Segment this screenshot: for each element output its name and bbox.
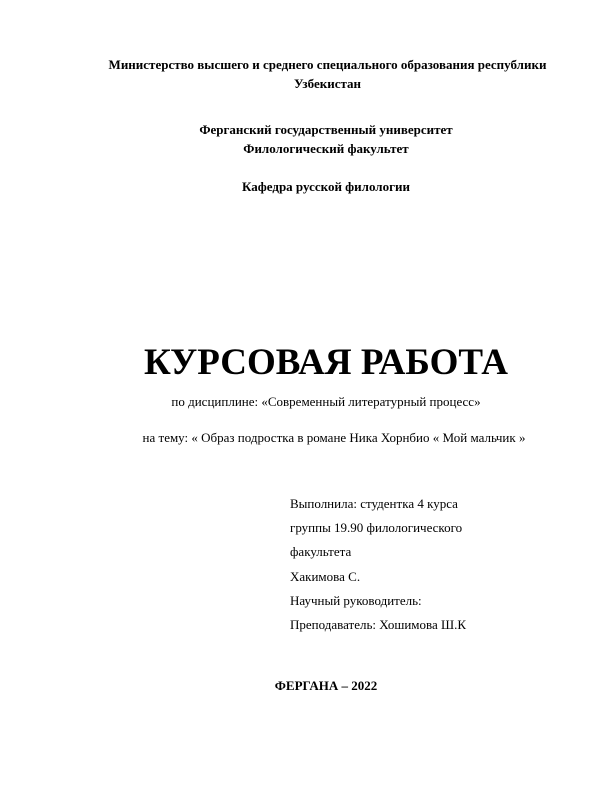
supervisor-name: Преподаватель: Хошимова Ш.К	[290, 617, 467, 632]
author-info-line-2: группы 19.90 филологического	[290, 520, 463, 535]
discipline-line: по дисциплине: «Современный литературный процесс»	[171, 394, 481, 409]
topic-line: на тему: « Образ подростка в романе Ника Хорнбио « Мой мальчик »	[142, 430, 526, 445]
supervisor-label: Научный руководитель:	[290, 593, 422, 608]
author-name: Хакимова С.	[290, 569, 361, 584]
ministry-line-1: Министерство высшего и среднего специального образования республики	[108, 57, 547, 72]
university-name: Ферганский государственный университет	[199, 122, 453, 137]
ministry-line-2: Узбекистан	[293, 76, 362, 91]
author-info-line-1: Выполнила: студентка 4 курса	[290, 496, 458, 511]
faculty-name: Филологический факультет	[243, 141, 409, 156]
city-year: ФЕРГАНА – 2022	[274, 678, 378, 693]
author-info-line-3: факультета	[290, 544, 352, 559]
department-name: Кафедра русской филологии	[242, 179, 410, 194]
document-title: КУРСОВАЯ РАБОТА	[144, 342, 508, 383]
